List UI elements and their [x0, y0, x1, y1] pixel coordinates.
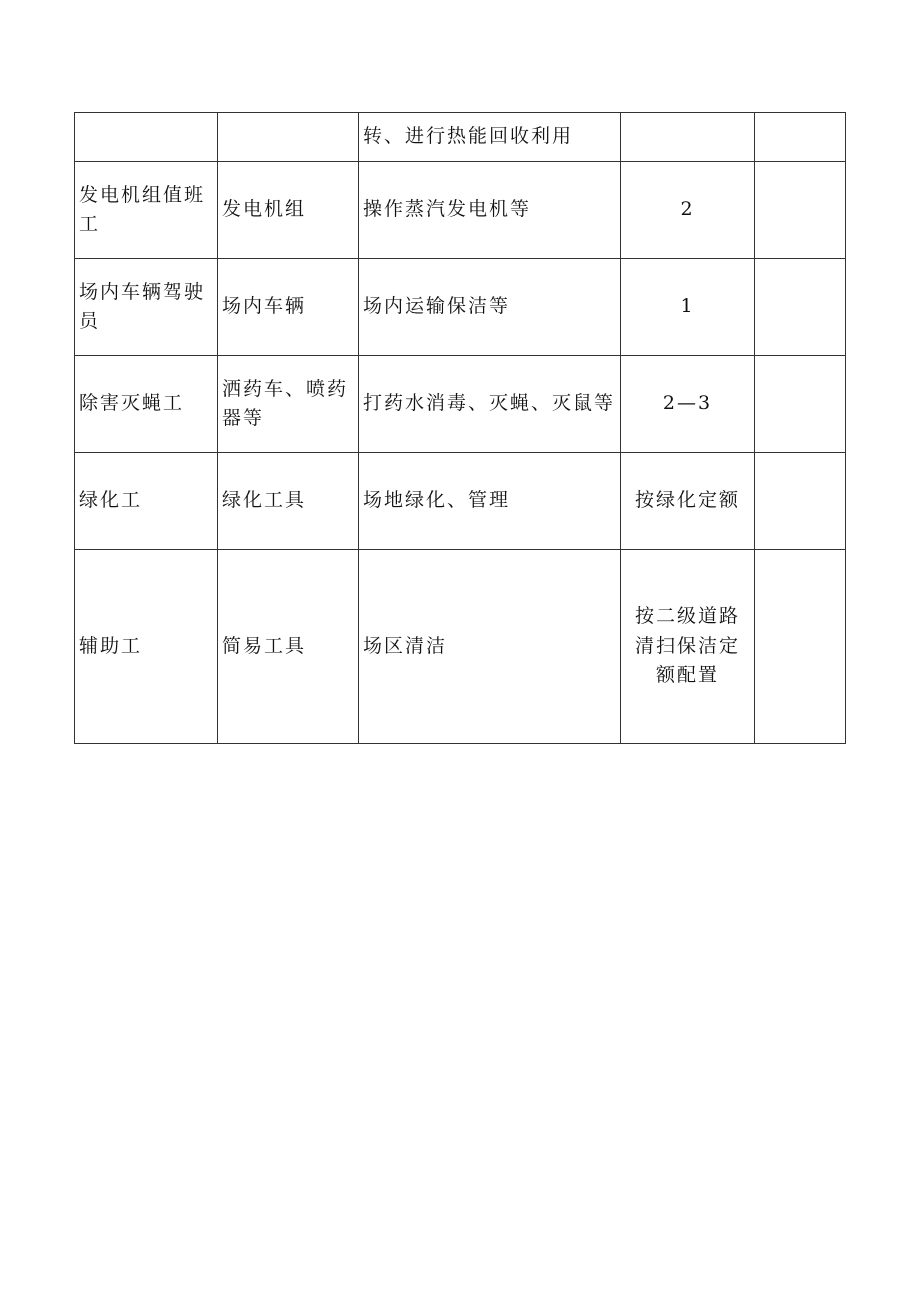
table-row	[75, 550, 846, 744]
staffing-table	[74, 112, 846, 744]
duty-cell: 场地绿化、管理	[359, 453, 621, 550]
table-row	[75, 259, 846, 356]
table-row	[75, 356, 846, 453]
equipment-cell: 简易工具	[218, 550, 359, 744]
staffing-cell: 2	[621, 162, 755, 259]
remark-cell	[755, 162, 846, 259]
staffing-cell: 2—3	[621, 356, 755, 453]
duty-cell: 操作蒸汽发电机等	[359, 162, 621, 259]
post-cell: 辅助工	[75, 550, 218, 744]
post-cell: 发电机组值班工	[75, 162, 218, 259]
staffing-cell	[621, 113, 755, 162]
remark-cell	[755, 356, 846, 453]
remark-cell	[755, 453, 846, 550]
post-cell: 场内车辆驾驶员	[75, 259, 218, 356]
staffing-cell: 按二级道路清扫保洁定额配置	[621, 550, 755, 744]
remark-cell	[755, 259, 846, 356]
post-cell	[75, 113, 218, 162]
staffing-cell: 1	[621, 259, 755, 356]
post-cell: 除害灭蝇工	[75, 356, 218, 453]
equipment-cell: 发电机组	[218, 162, 359, 259]
equipment-cell: 场内车辆	[218, 259, 359, 356]
remark-cell	[755, 550, 846, 744]
table-row	[75, 113, 846, 162]
staffing-cell: 按绿化定额	[621, 453, 755, 550]
post-cell: 绿化工	[75, 453, 218, 550]
equipment-cell	[218, 113, 359, 162]
equipment-cell: 绿化工具	[218, 453, 359, 550]
equipment-cell: 洒药车、喷药器等	[218, 356, 359, 453]
remark-cell	[755, 113, 846, 162]
table-row	[75, 453, 846, 550]
duty-cell: 转、进行热能回收利用	[359, 113, 621, 162]
duty-cell: 打药水消毒、灭蝇、灭鼠等	[359, 356, 621, 453]
duty-cell: 场区清洁	[359, 550, 621, 744]
table-row	[75, 162, 846, 259]
duty-cell: 场内运输保洁等	[359, 259, 621, 356]
